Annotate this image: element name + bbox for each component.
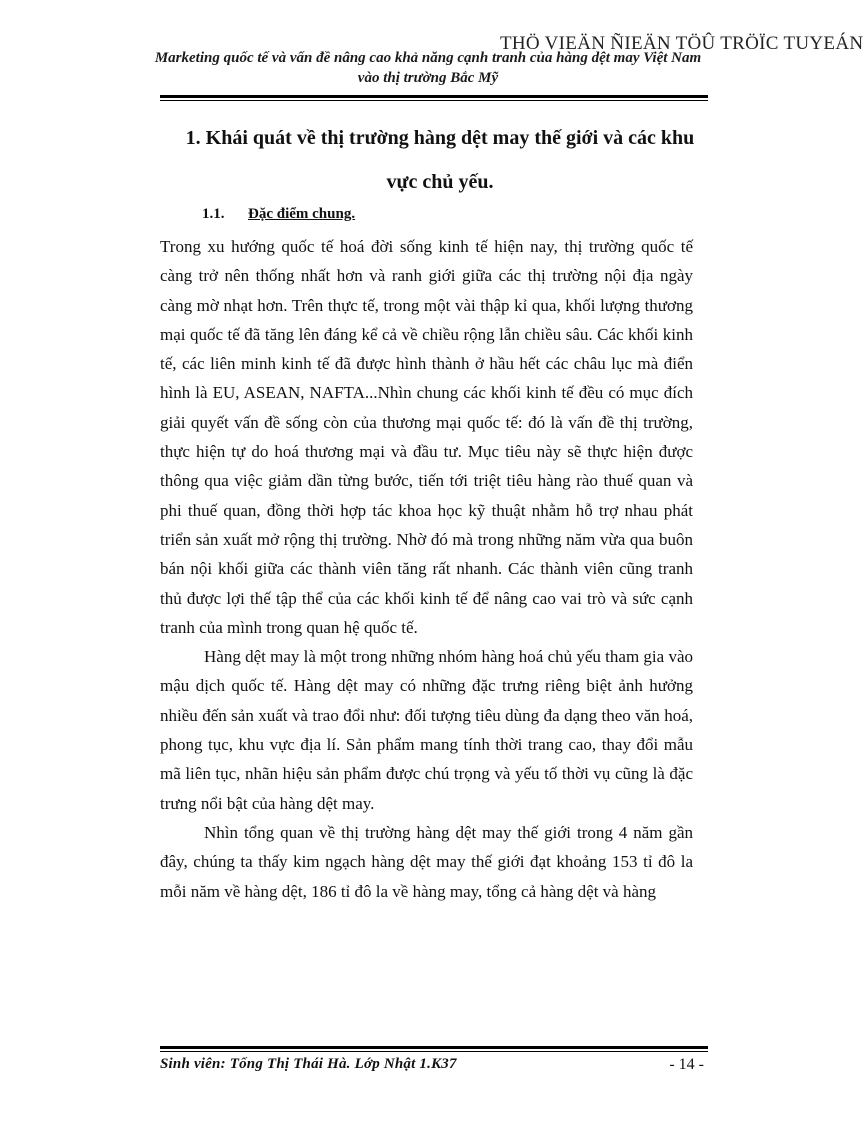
header-rule-thin xyxy=(160,100,708,101)
footer-student-info: Sinh viên: Tống Thị Thái Hà. Lớp Nhật 1.K37 xyxy=(160,1056,457,1072)
running-header-title: Marketing quốc tế và vấn đề nâng cao khả năng cạnh tranh của hàng dệt may Việt Nam vào thị trường Bắc Mỹ xyxy=(154,50,702,86)
subsection-title: Đặc điểm chung. xyxy=(248,206,356,222)
subsection-number: 1.1. xyxy=(202,206,225,222)
page-number: - 14 - xyxy=(669,1056,704,1073)
header-rule-thick xyxy=(160,95,708,98)
paragraph-1: Trong xu hướng quốc tế hoá đời sống kinh tế hiện nay, thị trường quốc tế càng trở nên thống nhất hơn và ranh giới giữa các thị trường nội địa ngày càng mờ nhạt hơn. Trên thực tế, trong một vài thập kỉ qua, khối lượng thương mại quốc tế đã tăng lên đáng kể cả về chiều rộng lẫn chiều sâu. Các khối kinh tế, các liên minh kinh tế đã được hình thành ở hầu hết các châu lục mà điển hình là EU, ASEAN, NAFTA...Nhìn chung các khối kinh tế đều có mục đích giải quyết vấn đề sống còn của thương mại quốc tế: đó là vấn đề thị trường, thực hiện tự do hoá thương mại và đầu tư. Mục tiêu này sẽ thực hiện được thông qua việc giảm dần từng bước, tiến tới triệt tiêu hàng rào thuế quan và phi thuế quan, đồng thời hợp tác khoa học kỹ thuật nhằm hỗ trợ nhau phát triển sản xuất mở rộng thị trường. Nhờ đó mà trong những năm vừa qua buôn bán nội khối giữa các thành viên tăng rất nhanh. Các thành viên cũng tranh thủ được lợi thế tập thể của các khối kinh tế để nâng cao vai trò và sức cạnh tranh của mình trong quan hệ quốc tế. xyxy=(160,237,693,637)
paragraph-3: Nhìn tổng quan về thị trường hàng dệt may thế giới trong 4 năm gần đây, chúng ta thấy kim ngạch hàng dệt may thế giới đạt khoảng 153 tỉ đô la mỗi năm về hàng dệt, 186 tỉ đô la về hàng may, tổng cả hàng dệt và hàng xyxy=(160,822,693,901)
footer-rule-thin xyxy=(160,1051,708,1052)
footer-rule-thick xyxy=(160,1046,708,1049)
subsection-heading xyxy=(202,206,355,223)
section-heading: 1. Khái quát về thị trường hàng dệt may thế giới và các khu vực chủ yếu. xyxy=(185,127,695,193)
watermark-text: THÖ VIEÄN ÑIEÄN TÖÛ TRÖÏC TUYEÁN xyxy=(500,33,863,54)
paragraph-2: Hàng dệt may là một trong những nhóm hàng hoá chủ yếu tham gia vào mậu dịch quốc tế. Hàng dệt may có những đặc trưng riêng biệt ảnh hưởng nhiều đến sản xuất và trao đổi như: đối tượng tiêu dùng đa dạng theo văn hoá, phong tục, khu vực địa lí. Sản phẩm mang tính thời trang cao, thay đổi mẫu mã liên tục, nhãn hiệu sản phẩm được chú trọng và yếu tố thời vụ cũng là đặc trưng nổi bật của hàng dệt may. xyxy=(160,647,693,813)
body-text xyxy=(160,232,693,906)
